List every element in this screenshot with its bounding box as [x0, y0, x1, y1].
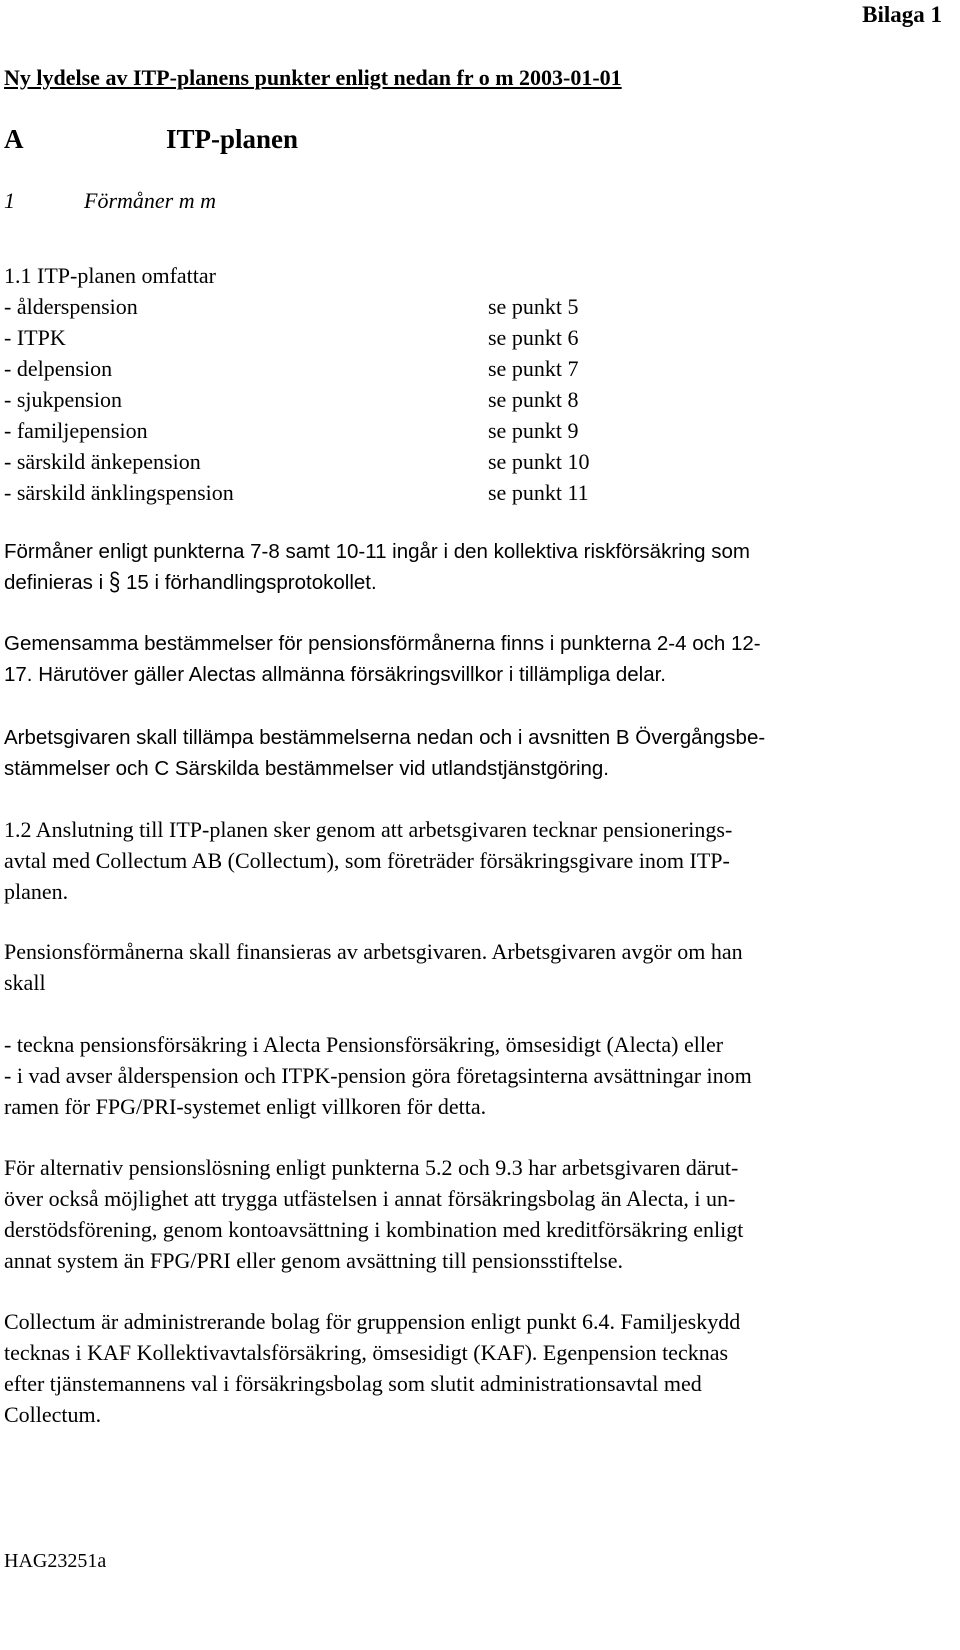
- paragraph-common-rules: [4, 628, 934, 690]
- benefit-name: - sjukpension: [4, 387, 122, 412]
- paragraph-administration: [4, 1306, 934, 1430]
- paragraph-text: definieras i: [4, 571, 109, 594]
- paragraph-employer-rules: [4, 722, 934, 784]
- list-item: [4, 477, 704, 508]
- paragraph-line: över också möjlighet att trygga utfästelsen i annat försäkringsbolag än Alecta, i un-: [4, 1186, 736, 1211]
- paragraph-line: annat system än FPG/PRI eller genom avsättning till pensionsstiftelse.: [4, 1248, 623, 1273]
- section-letter: A: [4, 124, 24, 154]
- intro-text: 1.1 ITP-planen omfattar: [4, 263, 216, 288]
- paragraph-alternatives: [4, 1152, 934, 1276]
- paragraph-line: tecknas i KAF Kollektivavtalsförsäkring, ömsesidigt (KAF). Egenpension tecknas: [4, 1340, 729, 1365]
- benefit-name: - särskild änkepension: [4, 449, 201, 474]
- list-item: [4, 322, 704, 353]
- benefit-name: - familjepension: [4, 418, 148, 443]
- paragraph-line: Gemensamma bestämmelser för pensionsförmånerna finns i punkterna 2-4 och 12-: [4, 632, 761, 655]
- section-sign: §: [108, 568, 121, 597]
- list-item: [4, 353, 704, 384]
- benefit-name: - ITPK: [4, 325, 66, 350]
- paragraph-line: Collectum.: [4, 1402, 102, 1427]
- benefit-name: - ålderspension: [4, 294, 138, 319]
- paragraph-line: avtal med Collectum AB (Collectum), som företräder försäkringsgivare inom ITP-: [4, 848, 730, 873]
- document-heading: Ny lydelse av ITP-planens punkter enligt nedan fr o m 2003-01-01: [4, 65, 622, 90]
- paragraph-line: - teckna pensionsförsäkring i Alecta Pensionsförsäkring, ömsesidigt (Alecta) eller: [4, 1032, 724, 1057]
- paragraph-line: Förmåner enligt punkterna 7-8 samt 10-11 ingår i den kollektiva riskförsäkring som: [4, 540, 750, 563]
- benefit-reference: se punkt 6: [488, 325, 579, 350]
- subsection-number: 1: [4, 188, 15, 213]
- paragraph-financing: [4, 936, 934, 998]
- document-code: HAG23251a: [4, 1550, 107, 1572]
- benefit-reference: se punkt 7: [488, 356, 579, 381]
- paragraph-options: [4, 1029, 934, 1122]
- paragraph-risk-insurance: [4, 536, 934, 598]
- paragraph-line: För alternativ pensionslösning enligt punkterna 5.2 och 9.3 har arbetsgivaren därut-: [4, 1155, 739, 1180]
- benefit-name: - särskild änklingspension: [4, 480, 234, 505]
- benefit-reference: se punkt 9: [488, 418, 579, 443]
- paragraph-line: skall: [4, 970, 46, 995]
- paragraph-line: planen.: [4, 879, 69, 904]
- paragraph-line: [4, 567, 934, 598]
- paragraph-line: 1.2 Anslutning till ITP-planen sker genom att arbetsgivaren tecknar pensionerings-: [4, 817, 733, 842]
- intro-line: [4, 260, 704, 291]
- paragraph-line: Arbetsgivaren skall tillämpa bestämmelserna nedan och i avsnitten B Övergångsbe-: [4, 726, 766, 749]
- paragraph-text: 15 i förhandlingsprotokollet.: [120, 571, 377, 594]
- benefit-reference: se punkt 5: [488, 294, 579, 319]
- paragraph-line: Pensionsförmånerna skall finansieras av arbetsgivaren. Arbetsgivaren avgör om han: [4, 939, 743, 964]
- list-item: [4, 291, 704, 322]
- benefit-reference: se punkt 11: [488, 480, 589, 505]
- benefit-reference: se punkt 10: [488, 449, 590, 474]
- paragraph-line: ramen för FPG/PRI-systemet enligt villkoren för detta.: [4, 1094, 487, 1119]
- paragraph-line: 17. Härutöver gäller Alectas allmänna försäkringsvillkor i tillämpliga delar.: [4, 663, 666, 686]
- list-item: [4, 384, 704, 415]
- list-item: [4, 415, 704, 446]
- paragraph-line: efter tjänstemannens val i försäkringsbolag som slutit administrationsavtal med: [4, 1371, 702, 1396]
- appendix-label: Bilaga 1: [862, 2, 942, 27]
- paragraph-line: - i vad avser ålderspension och ITPK-pension göra företagsinterna avsättningar inom: [4, 1063, 752, 1088]
- paragraph-affiliation: [4, 814, 934, 907]
- benefit-reference: se punkt 8: [488, 387, 579, 412]
- list-item: [4, 446, 704, 477]
- paragraph-line: derstödsförening, genom kontoavsättning i kombination med kreditförsäkring enligt: [4, 1217, 744, 1242]
- subsection-title: Förmåner m m: [84, 188, 216, 213]
- benefit-name: - delpension: [4, 356, 113, 381]
- paragraph-line: stämmelser och C Särskilda bestämmelser vid utlandstjänstgöring.: [4, 757, 610, 780]
- section-title: ITP-planen: [166, 124, 299, 154]
- benefits-list: [4, 260, 704, 508]
- paragraph-line: Collectum är administrerande bolag för gruppension enligt punkt 6.4. Familjeskydd: [4, 1309, 741, 1334]
